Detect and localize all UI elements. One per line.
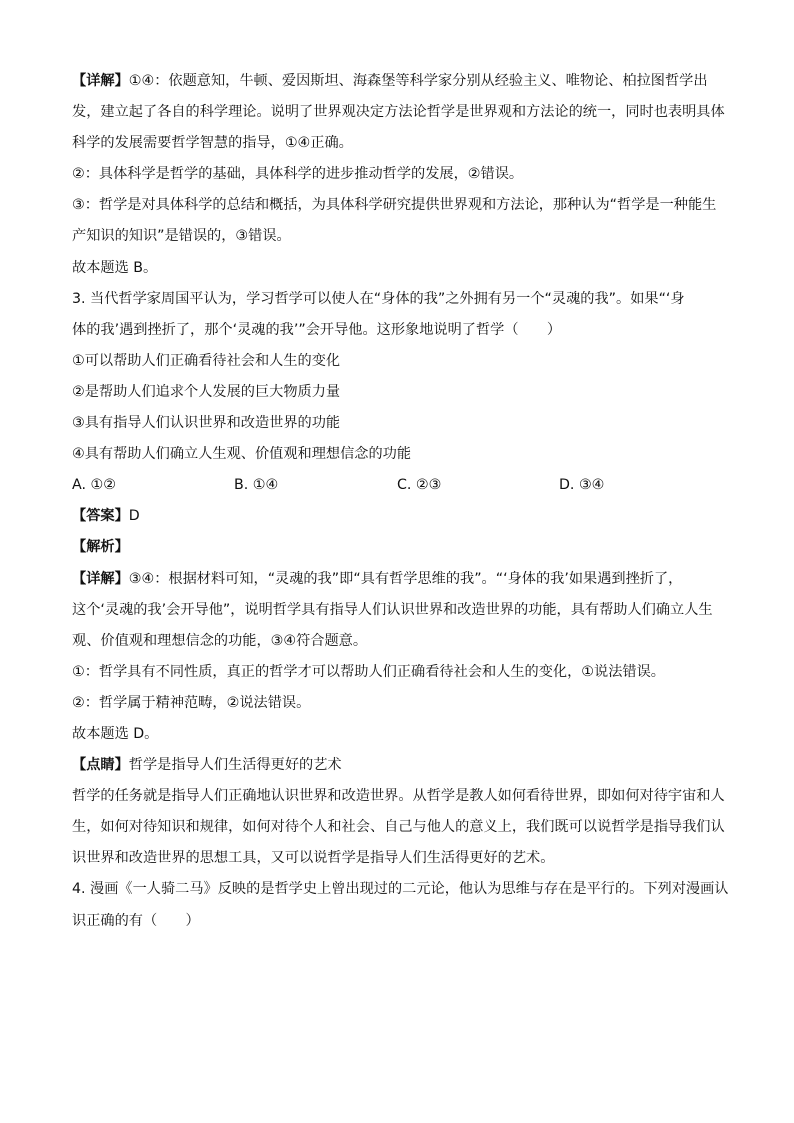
question-3-item-4: ④具有帮助人们确立人生观、价值观和理想信念的功能 xyxy=(72,446,412,463)
tip-text-line-1: 哲学的任务就是指导人们正确地认识世界和改造世界。从哲学是教人如何看待世界，即如何对待宇宙和人 xyxy=(72,788,725,805)
detail-line-6: 产知识的知识”是错误的，③错误。 xyxy=(72,228,291,245)
tip-line xyxy=(72,750,722,781)
option-d: D. ③④ xyxy=(559,477,605,494)
option-c: C. ②③ xyxy=(397,477,442,494)
tip-text-line-2: 生，如何对待知识和规律，如何对待个人和社会、自己与他人的意义上，我们既可以说哲学是指导我们认 xyxy=(72,819,725,836)
document-page xyxy=(72,66,729,937)
detail-label: 【详解】 xyxy=(72,73,129,89)
tip-title: 哲学是指导人们生活得更好的艺术 xyxy=(128,757,342,774)
detail-line-3: 科学的发展需要哲学智慧的指导，①④正确。 xyxy=(72,135,353,152)
question-3-item-3: ③具有指导人们认识世界和改造世界的功能 xyxy=(72,415,341,432)
answer-label: 【答案】 xyxy=(72,508,129,525)
tip-label: 【点睛】 xyxy=(72,757,129,774)
question-4-stem-1: 4. 漫画《一人骑二马》反映的是哲学史上曾出现过的二元论，他认为思维与存在是平行的。下列对漫画认 xyxy=(72,881,729,898)
q3-detail-line-3: 观、价值观和理想信念的功能，③④符合题意。 xyxy=(72,632,368,649)
question-3-stem-1: 3. 当代哲学家周国平认为，学习哲学可以使人在“身体的我”之外拥有另一个“灵魂的我”。如果“‘身 xyxy=(72,290,685,307)
detail-line-1 xyxy=(72,66,722,97)
q3-detail-text: ③④：根据材料可知，“灵魂的我”即“具有哲学思维的我”。“‘身体的我’如果遇到挫折了， xyxy=(128,570,683,587)
question-3-item-2: ②是帮助人们追求个人发展的巨大物质力量 xyxy=(72,383,341,400)
q3-detail-label: 【详解】 xyxy=(72,570,129,587)
detail-line-4: ②：具体科学是哲学的基础，具体科学的进步推动哲学的发展，②错误。 xyxy=(72,166,524,183)
detail-line-2: 发，建立起了各自的科学理论。说明了世界观决定方法论哲学是世界观和方法论的统一，同时也表明具体 xyxy=(72,104,725,121)
q3-detail-line-4: ①：哲学具有不同性质，真正的哲学才可以帮助人们正确看待社会和人生的变化，①说法错误。 xyxy=(72,663,665,680)
tip-text-line-3: 识世界和改造世界的思想工具，又可以说哲学是指导人们生活得更好的艺术。 xyxy=(72,850,555,867)
question-3-item-1: ①可以帮助人们正确看待社会和人生的变化 xyxy=(72,352,341,369)
conclusion-line: 故本题选 B。 xyxy=(72,259,158,276)
question-4-stem-2: 识正确的有（ ） xyxy=(72,912,200,929)
question-3-stem-2: 体的我’遇到挫折了，那个‘灵魂的我’”会开导他。这形象地说明了哲学（ ） xyxy=(72,321,562,338)
q3-conclusion-line: 故本题选 D。 xyxy=(72,725,159,742)
q3-detail-line-1 xyxy=(72,564,722,595)
analysis-label: 【解析】 xyxy=(72,539,129,556)
q3-detail-line-5: ②：哲学属于精神范畴，②说法错误。 xyxy=(72,694,311,711)
option-a: A. ①② xyxy=(72,477,116,494)
answer-value: D xyxy=(128,508,140,525)
detail-line-5: ③：哲学是对具体科学的总结和概括，为具体科学研究提供世界观和方法论，那种认为“哲学是一种能生 xyxy=(72,197,717,214)
q3-detail-line-2: 这个‘灵魂的我’会开导他”，说明哲学具有指导人们认识世界和改造世界的功能，具有帮助人们确立人生 xyxy=(72,601,713,618)
question-3-options xyxy=(72,470,722,501)
option-b: B. ①④ xyxy=(234,477,279,494)
detail-text: ①④：依题意知，牛顿、爱因斯坦、海森堡等科学家分别从经验主义、唯物论、柏拉图哲学出 xyxy=(128,73,708,89)
answer-line xyxy=(72,501,722,532)
